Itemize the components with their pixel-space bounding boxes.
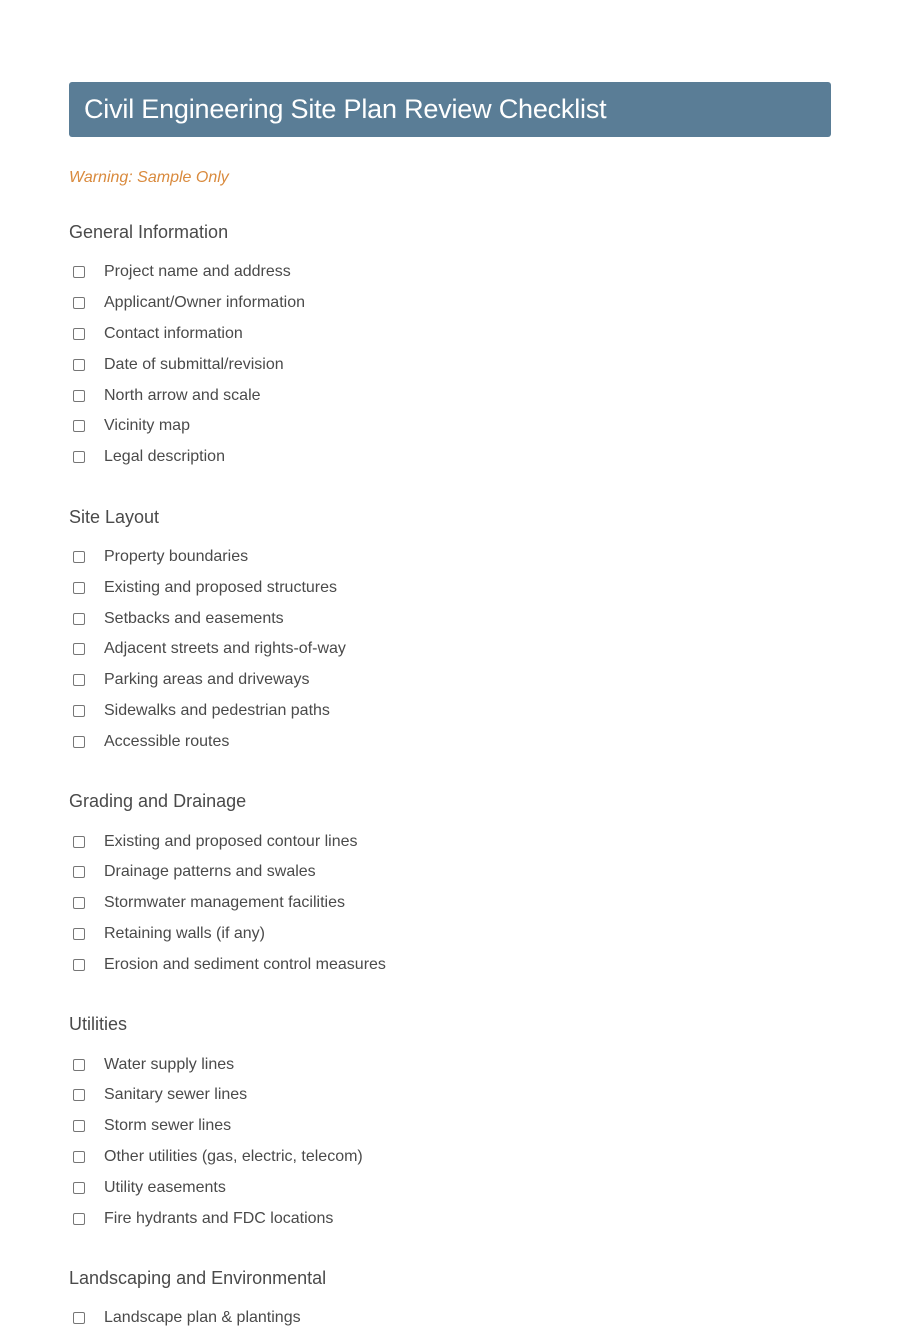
checklist-item-label: Utility easements [104, 1178, 226, 1196]
section-heading: General Information [69, 222, 229, 242]
checklist-item-label: Contact information [104, 324, 243, 342]
checkbox[interactable] [73, 959, 85, 971]
checklist-item-label: Retaining walls (if any) [104, 924, 265, 942]
checklist-item-label: Other utilities (gas, electric, telecom) [104, 1147, 363, 1165]
checklist-item-label: Storm sewer lines [104, 1117, 232, 1135]
checklist-item[interactable] [69, 665, 831, 696]
checkbox[interactable] [73, 613, 85, 625]
checkbox[interactable] [73, 1120, 85, 1132]
checkbox[interactable] [73, 705, 85, 717]
checkbox[interactable] [73, 836, 85, 848]
checklist-item-label: Drainage patterns and swales [104, 863, 316, 881]
checklist-item-label: Adjacent streets and rights-of-way [104, 640, 346, 658]
checklist-item-label: Sidewalks and pedestrian paths [104, 701, 330, 719]
checkbox[interactable] [73, 551, 85, 563]
checklist-item[interactable] [69, 826, 831, 857]
checkbox[interactable] [73, 674, 85, 686]
checklist-item[interactable] [69, 1172, 831, 1203]
checkbox[interactable] [73, 866, 85, 878]
checkbox[interactable] [73, 420, 85, 432]
section-heading: Grading and Drainage [69, 791, 247, 812]
checkbox[interactable] [73, 297, 85, 309]
checkbox[interactable] [73, 390, 85, 402]
checkbox[interactable] [73, 897, 85, 909]
checklist-item[interactable] [69, 411, 831, 442]
checklist-item[interactable] [69, 442, 831, 473]
checklist-item[interactable] [69, 349, 831, 380]
checklist-item-label: Property boundaries [104, 547, 249, 565]
checklist-item[interactable] [69, 1111, 831, 1142]
page-title: Civil Engineering Site Plan Review Checklist [84, 94, 607, 124]
checklist-item[interactable] [69, 888, 831, 919]
checklist-item[interactable] [69, 1080, 831, 1111]
checklist-item[interactable] [69, 726, 831, 757]
checklist-item[interactable] [69, 380, 831, 411]
checklist-section [69, 1013, 831, 1234]
checkbox[interactable] [73, 582, 85, 594]
checklist-item-label: Erosion and sediment control measures [104, 955, 386, 973]
checklist-item-label: Stormwater management facilities [104, 894, 345, 912]
section-heading: Landscaping and Environmental [69, 1267, 327, 1288]
checkbox[interactable] [73, 643, 85, 655]
checklist-item-label: Existing and proposed contour lines [104, 832, 358, 850]
checklist-item-label: North arrow and scale [104, 386, 261, 404]
checklist-section [69, 506, 831, 758]
checklist-item-label: Water supply lines [104, 1055, 235, 1073]
checklist-sections [69, 221, 831, 1334]
checklist-item[interactable] [69, 696, 831, 727]
checklist-item-label: Date of submittal/revision [104, 355, 284, 373]
section-heading: Utilities [69, 1014, 128, 1035]
checkbox[interactable] [73, 328, 85, 340]
checkbox[interactable] [73, 1059, 85, 1071]
checklist-item-label: Parking areas and driveways [104, 671, 310, 689]
checklist-item[interactable] [69, 949, 831, 980]
checklist-item[interactable] [69, 288, 831, 319]
checklist-section [69, 1267, 831, 1334]
checklist-item-label: Sanitary sewer lines [104, 1086, 248, 1104]
checklist-item[interactable] [69, 603, 831, 634]
checklist-item[interactable] [69, 919, 831, 950]
checklist-item[interactable] [69, 857, 831, 888]
checkbox[interactable] [73, 359, 85, 371]
checkbox[interactable] [73, 736, 85, 748]
checklist-item-label: Setbacks and easements [104, 609, 284, 627]
checklist-section [69, 221, 831, 473]
checklist-item[interactable] [69, 1203, 831, 1234]
checklist-item[interactable] [69, 319, 831, 350]
checklist-item-label: Legal description [104, 448, 225, 466]
title-bar [69, 82, 831, 137]
checkbox[interactable] [73, 1151, 85, 1163]
checklist-item[interactable] [69, 634, 831, 665]
checklist-item[interactable] [69, 542, 831, 573]
checklist-item-label: Project name and address [104, 263, 291, 281]
checklist-item[interactable] [69, 1049, 831, 1080]
checklist-item-label: Fire hydrants and FDC locations [104, 1209, 334, 1227]
checklist-item-label: Applicant/Owner information [104, 294, 305, 312]
checklist-item[interactable] [69, 257, 831, 288]
checklist-item-label: Existing and proposed structures [104, 578, 338, 596]
checklist-item[interactable] [69, 1142, 831, 1173]
checklist-item-label: Landscape plan & plantings [104, 1309, 301, 1327]
checkbox[interactable] [73, 1182, 85, 1194]
warning-text: Warning: Sample Only [69, 169, 229, 186]
checkbox[interactable] [73, 928, 85, 940]
checklist-item-label: Accessible routes [104, 732, 230, 750]
checklist-item-label: Vicinity map [104, 417, 190, 435]
checklist-item[interactable] [69, 1303, 831, 1334]
checkbox[interactable] [73, 266, 85, 278]
checkbox[interactable] [73, 1213, 85, 1225]
checkbox[interactable] [73, 1312, 85, 1324]
section-heading: Site Layout [69, 506, 160, 527]
checklist-section [69, 790, 831, 980]
checkbox[interactable] [73, 1089, 85, 1101]
checklist-item[interactable] [69, 572, 831, 603]
checkbox[interactable] [73, 451, 85, 463]
